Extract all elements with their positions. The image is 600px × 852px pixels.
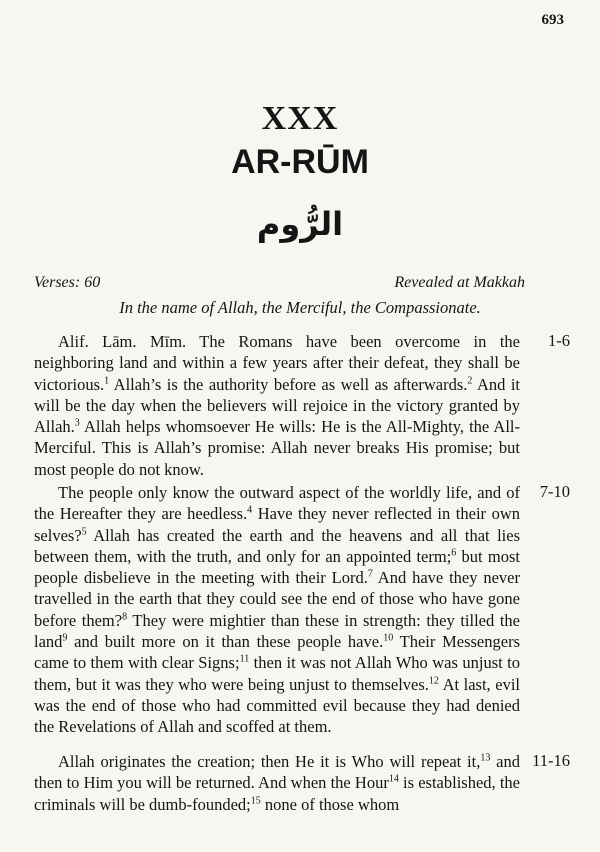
- verse-text: Allah’s is the authority before as well as afterwards.: [109, 374, 468, 394]
- verse-paragraph: [34, 482, 520, 738]
- footnote-marker[interactable]: 12: [428, 675, 439, 687]
- page-number: 693: [541, 12, 564, 28]
- verse-text: then it was not Allah Who was unjust to them, but it was they who were being unjust to themselves.: [34, 653, 521, 694]
- verse-text: Allah helps whomsoever He wills: He is the All-Mighty, the All-Merciful. This is Allah’s promise: Allah never breaks His promise; but most people do not know.: [34, 417, 520, 479]
- footnote-marker[interactable]: 15: [250, 795, 261, 807]
- verse-text: The people only know the outward aspect of the worldly life, and of the Hereafter they are heedless.: [34, 483, 520, 524]
- verse-text: Their Messengers came to them with clear Signs;: [34, 632, 520, 673]
- arabic-calligraphy-title: الرُّوم: [256, 205, 344, 243]
- verse-range: 7-10: [539, 482, 570, 501]
- bismillah: In the name of Allah, the Merciful, the Compassionate.: [119, 298, 481, 317]
- chapter-number: XXX: [261, 100, 339, 137]
- verse-text: Have they never reflected in their own selves?: [34, 504, 520, 545]
- footnote-marker[interactable]: 8: [122, 611, 128, 623]
- footnote-marker[interactable]: 7: [367, 568, 373, 580]
- verse-text: They were mightier than these in strength: they tilled the land: [34, 610, 520, 652]
- verse-range: 1-6: [548, 331, 570, 350]
- verse-count: Verses: 60: [34, 274, 101, 291]
- verse-paragraph: [34, 751, 520, 815]
- footnote-marker[interactable]: 1: [104, 375, 110, 387]
- verse-text: And have they never travelled in the earth that they could see the end of those who have gone before them?: [34, 568, 520, 630]
- verse-text: and built more on it than these people have.: [67, 632, 384, 652]
- footnote-marker[interactable]: 3: [74, 417, 80, 429]
- footnote-marker[interactable]: 4: [247, 504, 253, 516]
- footnote-marker[interactable]: 11: [239, 653, 250, 665]
- verse-text: but most people disbelieve in the meeting with their Lord.: [34, 546, 520, 588]
- footnote-marker[interactable]: 9: [62, 632, 68, 644]
- verse-text: Alif. Lām. Mīm. The Romans have been overcome in the neighboring land and within a few years after their defeat, they shall be victorious.: [34, 332, 520, 394]
- verse-text: is established, the criminals will be dumb-founded;: [34, 773, 520, 814]
- revelation-place: Revealed at Makkah: [394, 274, 525, 291]
- verse-text: and then to Him you will be returned. And when the Hour: [34, 752, 520, 793]
- surah-title: AR-RŪM: [231, 143, 369, 181]
- footnote-marker[interactable]: 6: [451, 547, 457, 559]
- verse-range: 11-16: [532, 751, 570, 770]
- footnote-marker[interactable]: 14: [388, 773, 399, 785]
- verse-paragraph: [34, 331, 520, 480]
- footnote-marker[interactable]: 5: [81, 526, 87, 538]
- verse-text: And it will be the day when the believers will rejoice in the victory granted by Allah.: [34, 374, 520, 437]
- verse-text: Allah originates the creation; then He it is Who will repeat it,: [58, 752, 481, 771]
- footnote-marker[interactable]: 2: [467, 375, 473, 387]
- verse-text: Allah has created the earth and the heavens and all that lies between them, with the truth, and only for an appointed term;: [34, 525, 520, 566]
- verse-text: none of those whom: [260, 794, 400, 814]
- footnote-marker[interactable]: 13: [480, 752, 491, 764]
- verse-text: At last, evil was the end of those who had committed evil because they had denied the Revelations of Allah and scoffed at them.: [34, 674, 520, 737]
- footnote-marker[interactable]: 10: [383, 632, 394, 644]
